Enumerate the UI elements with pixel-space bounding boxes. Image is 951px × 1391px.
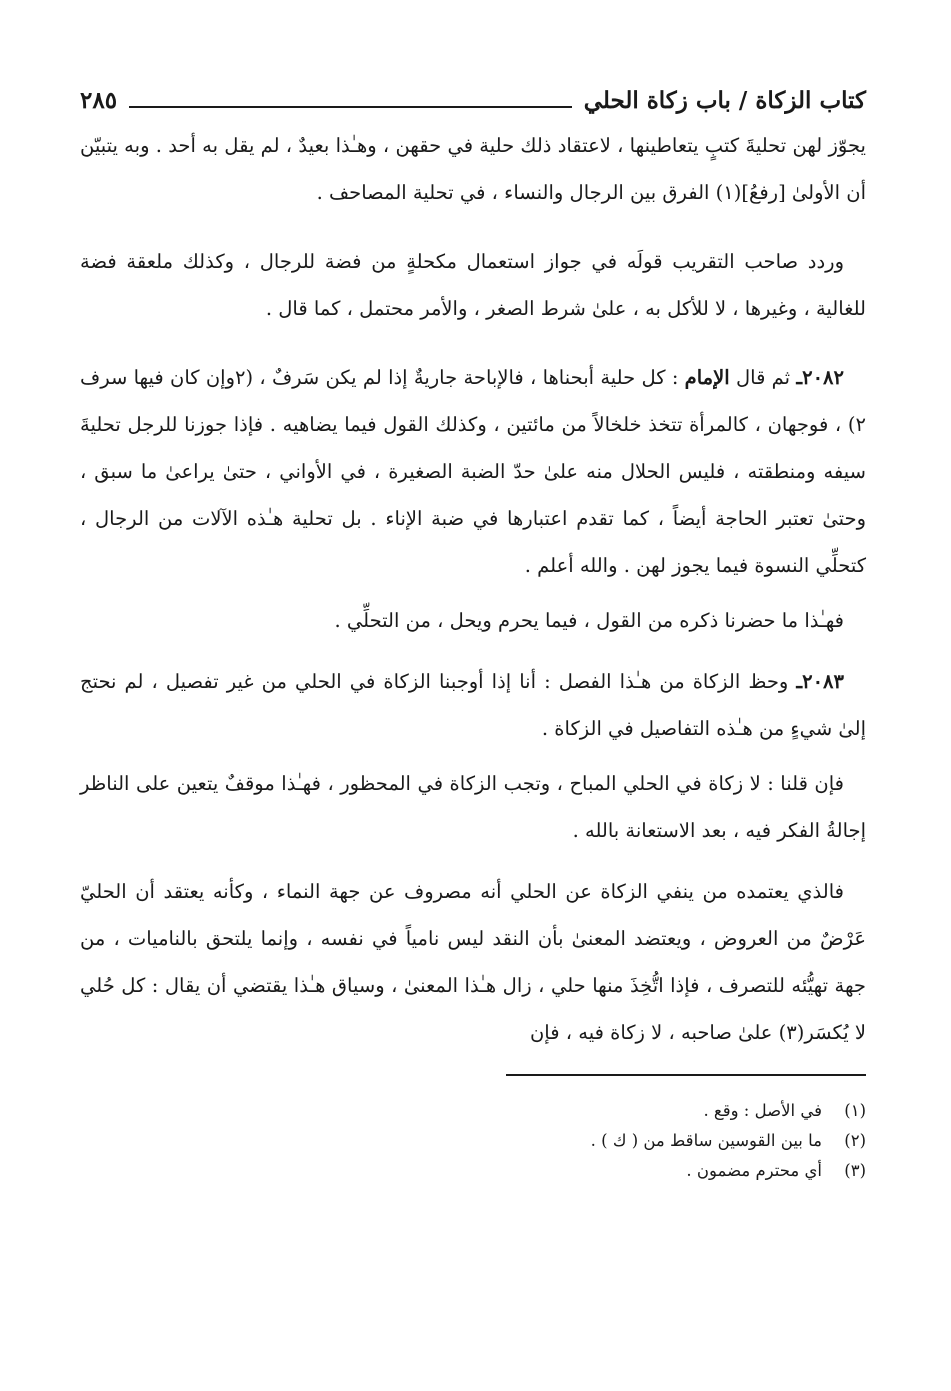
header-rule <box>129 106 572 108</box>
paragraph-2: وردد صاحب التقريب قولَه في جواز استعمال مكحلةٍ من فضة للرجال ، وكذلك ملعقة فضة للغالية ، وغيرها ، لا للأكل به ، علىٰ شرط الصغر ، والأمر محتمل ، كما قال . <box>80 250 866 320</box>
section-number: ٢٠٨٣ـ <box>796 670 844 693</box>
page-number: ٢٨٥ <box>80 86 118 114</box>
footnotes <box>80 1096 866 1186</box>
section-number: ٢٠٨٢ـ <box>796 366 844 389</box>
running-header <box>80 78 866 122</box>
paragraph-1: يجوّز لهن تحليةَ كتبٍ يتعاطينها ، لاعتقاد ذلك حلية في حقهن ، وهـٰذا بعيدٌ ، لم يقل به أحد . وبه يتبيّن أن الأولىٰ [رفعُ](١) الفرق بين الرجال والنساء ، في تحلية المصاحف . <box>80 134 866 204</box>
paragraph-6: فإن قلنا : لا زكاة في الحلي المباح ، وتجب الزكاة في المحظور ، فهـٰذا موقفٌ يتعين على الناظر إجالةُ الفكر فيه ، بعد الاستعانة بالله . <box>80 772 866 842</box>
paragraph-2083: ٢٠٨٣ـ وحظ الزكاة من هـٰذا الفصل : أنا إذا أوجبنا الزكاة في الحلي من غير تفصيل ، لم نحتج إلىٰ شيءٍ من هـٰذه التفاصيل في الزكاة . <box>80 670 866 740</box>
footnote-rule <box>506 1074 866 1076</box>
document-page <box>80 78 866 1186</box>
footnote: (٣) أي محترم مضمون . <box>686 1160 866 1180</box>
paragraph-7: فالذي يعتمده من ينفي الزكاة عن الحلي أنه مصروف عن جهة النماء ، وكأنه يعتقد أن الحليّ عَرْضٌ من العروض ، ويعتضد المعنىٰ بأن النقد ليس نامياً في نفسه ، وإنما يلتحق بالناميات ، من جهة تهيُّئه للتصرف ، فإذا اتُّخِذَ منها حلي ، زال هـٰذا المعنىٰ ، وسياق هـٰذا يقتضي أن يقال : كل حُلي لا يُكسَر(٣) علىٰ صاحبه ، لا زكاة فيه ، فإن <box>80 880 866 1044</box>
imam-label: الإمام <box>684 366 730 389</box>
footnote: (١) في الأصل : وقع . <box>703 1100 866 1120</box>
header-title: كتاب الزكاة / باب زكاة الحلي <box>583 86 866 114</box>
paragraph-2082: ٢٠٨٢ـ ثم قال الإمام : كل حلية أبحناها ، فالإباحة جاريةٌ إذا لم يكن سَرفٌ ، (٢وإن كان فيها سرف ٢) ، فوجهان ، كالمرأة تتخذ خلخالاً من مائتين ، وكذلك القول فيما يضاهيه . فإذا جوزنا للرجل تحليةَ سيفه ومنطقته ، فليس الحلال منه علىٰ حدّ الضبة الصغيرة ، في الأواني ، حتىٰ يراعىٰ ما سبق ، وحتىٰ تعتبر الحاجة أيضاً ، كما تقدم اعتبارها في ضبة الإناء . بل تحلية هـٰذه الآلات من الرجال ، كتحلِّي النسوة فيما يجوز لهن . والله أعلم . <box>80 366 866 577</box>
paragraph-4: فهـٰذا ما حضرنا ذكره من القول ، فيما يحرم ويحل ، من التحلِّي . <box>334 609 844 632</box>
footnote: (٢) ما بين القوسين ساقط من ( ك ) . <box>590 1130 866 1150</box>
body-text <box>80 122 866 1056</box>
